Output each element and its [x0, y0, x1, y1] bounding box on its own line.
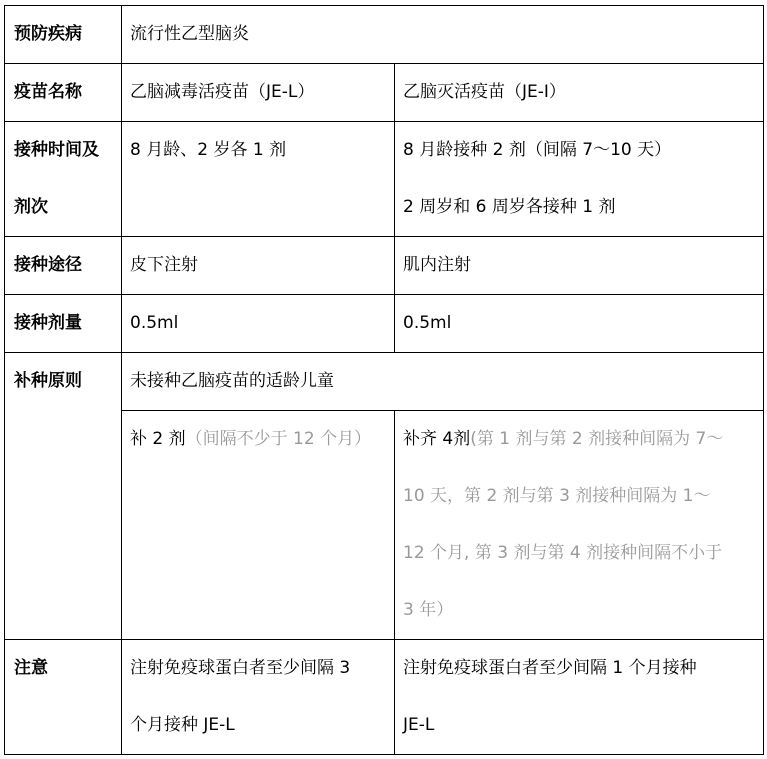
vaccine-info-table [4, 5, 764, 755]
row-disease [5, 6, 764, 64]
value-route-jel: 皮下注射 [122, 237, 395, 295]
label-catchup: 补种原则 [5, 353, 122, 640]
value-dose-jel: 0.5ml [122, 295, 395, 353]
catchup-jel-note: （间隔不少于 12 个月） [185, 429, 372, 449]
notes-jei-line1: 注射免疫球蛋白者至少间隔 1 个月接种 [403, 658, 697, 678]
value-route-jei: 肌内注射 [395, 237, 764, 295]
value-schedule-jel [122, 122, 395, 237]
label-route: 接种途径 [5, 237, 122, 295]
row-catchup-header [5, 353, 764, 411]
notes-jel-line2: 个月接种 JE-L [130, 715, 235, 735]
label-notes: 注意 [5, 640, 122, 755]
notes-jel-line1: 注射免疫球蛋白者至少间隔 3 [130, 658, 351, 678]
label-schedule [5, 122, 122, 237]
schedule-jel-text: 8 月龄、2 岁各 1 剂 [130, 140, 287, 160]
row-route [5, 237, 764, 295]
label-schedule-text: 接种时间及剂次 [14, 140, 99, 217]
catchup-jel [122, 411, 395, 640]
catchup-jei-note-2: 10 天，第 2 剂与第 3 剂接种间隔为 1～ [403, 486, 711, 506]
catchup-jel-main: 补 2 剂 [130, 429, 186, 449]
label-dose: 接种剂量 [5, 295, 122, 353]
catchup-jei-main: 补齐 4剂 [403, 429, 471, 449]
notes-jei [395, 640, 764, 755]
row-vaccine-name [5, 64, 764, 122]
value-vaccine-jel: 乙脑减毒活疫苗（JE-L） [122, 64, 395, 122]
value-schedule-jei [395, 122, 764, 237]
catchup-header: 未接种乙脑疫苗的适龄儿童 [122, 353, 764, 411]
catchup-jei-note-1: (第 1 剂与第 2 剂接种间隔为 7～ [470, 429, 724, 449]
catchup-jei-note-4: 3 年） [403, 600, 454, 620]
schedule-jei-line2: 2 周岁和 6 周岁各接种 1 剂 [403, 197, 616, 217]
schedule-jei-line1: 8 月龄接种 2 剂（间隔 7～10 天） [403, 140, 672, 160]
notes-jei-line2: JE-L [403, 715, 435, 735]
row-notes [5, 640, 764, 755]
catchup-jei-note-3: 12 个月, 第 3 剂与第 4 剂接种间隔不小于 [403, 543, 723, 563]
label-disease: 预防疾病 [5, 6, 122, 64]
catchup-jei [395, 411, 764, 640]
catchup-jei-line1 [403, 411, 755, 468]
notes-jel [122, 640, 395, 755]
row-dose [5, 295, 764, 353]
value-disease: 流行性乙型脑炎 [122, 6, 764, 64]
value-dose-jei: 0.5ml [395, 295, 764, 353]
catchup-jel-line [130, 411, 386, 468]
label-vaccine-name: 疫苗名称 [5, 64, 122, 122]
value-vaccine-jei: 乙脑灭活疫苗（JE-I） [395, 64, 764, 122]
row-schedule [5, 122, 764, 237]
